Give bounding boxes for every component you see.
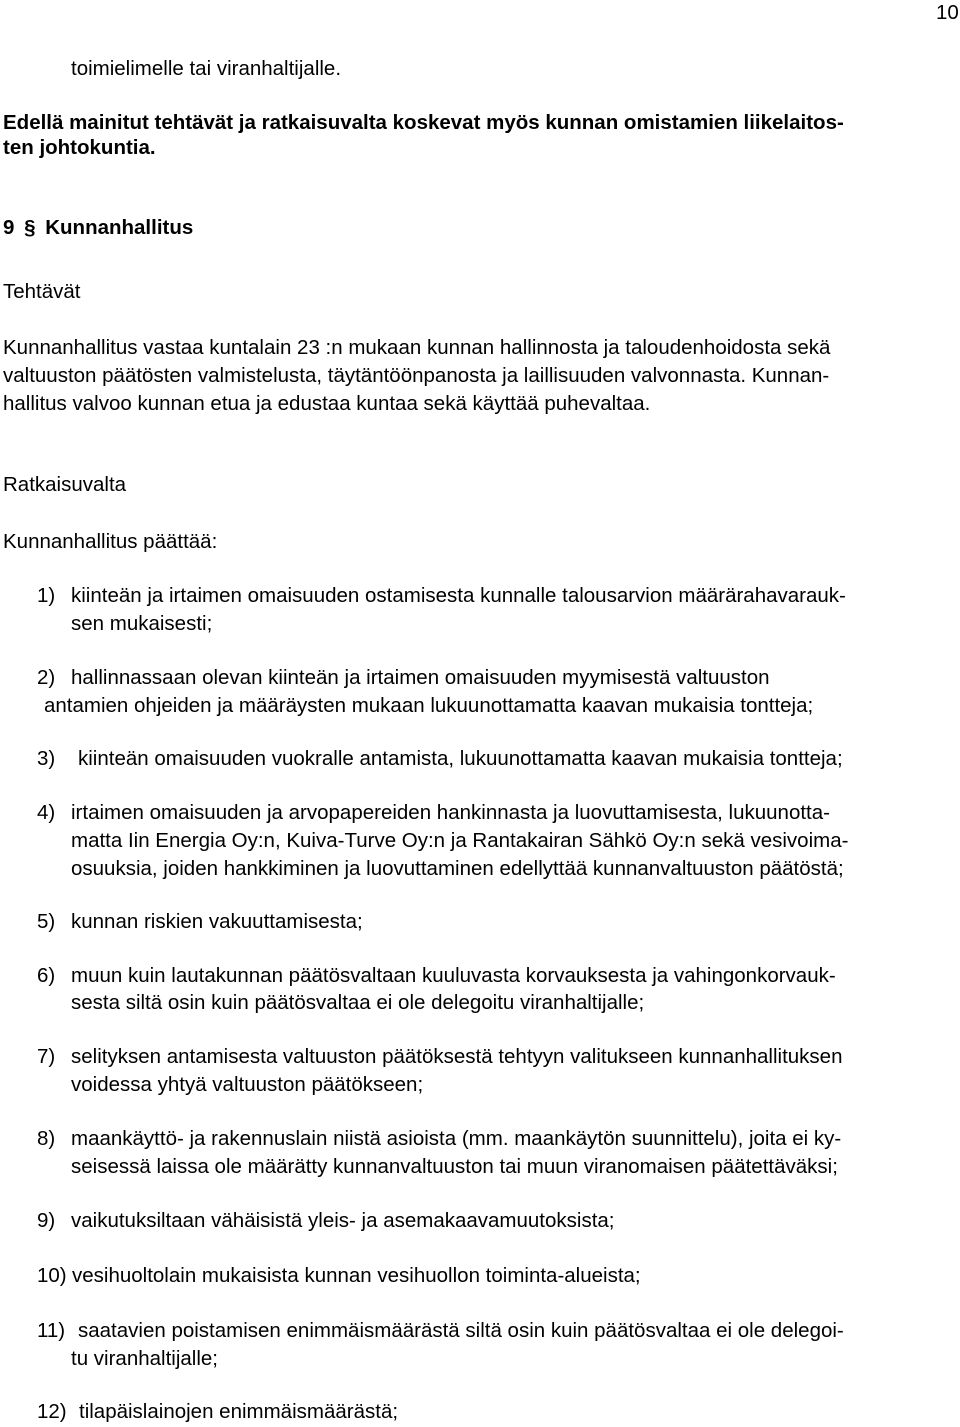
- list-item-line: irtaimen omaisuuden ja arvopapereiden hankinnasta ja luovuttamisesta, lukuunotta-: [71, 801, 830, 824]
- tasks-line-3: hallitus valvoo kunnan etua ja edustaa kuntaa sekä käyttää puhevaltaa.: [3, 392, 651, 415]
- list-item-number: 9): [37, 1209, 56, 1232]
- list-item-line: tilapäislainojen enimmäismäärästä;: [79, 1400, 399, 1423]
- list-item-number: 2): [37, 666, 56, 689]
- tasks-line-2: valtuuston päätösten valmistelusta, täytäntöönpanosta ja laillisuuden valvonnasta. Kunnan-: [3, 364, 830, 387]
- list-item-line: kiinteän omaisuuden vuokralle antamista, lukuunottamatta kaavan mukaisia tontteja;: [78, 747, 843, 770]
- bold-note-line-2: ten johtokuntia.: [3, 136, 156, 159]
- list-item-number: 8): [37, 1127, 56, 1150]
- list-item-line: antamien ohjeiden ja määräysten mukaan lukuunottamatta kaavan mukaisia tontteja;: [44, 694, 814, 717]
- list-item-line: muun kuin lautakunnan päätösvaltaan kuuluvasta korvauksesta ja vahingonkorvauk-: [71, 964, 836, 987]
- list-item-number: 10): [37, 1264, 67, 1287]
- list-item-line: hallinnassaan olevan kiinteän ja irtaimen omaisuuden myymisestä valtuuston: [71, 666, 770, 689]
- authority-intro: Kunnanhallitus päättää:: [3, 530, 218, 553]
- list-item-line: matta Iin Energia Oy:n, Kuiva-Turve Oy:n ja Rantakairan Sähkö Oy:n sekä vesivoima-: [71, 829, 849, 852]
- list-item-number: 7): [37, 1045, 56, 1068]
- list-item-number: 3): [37, 747, 56, 770]
- list-item-line: tu viranhaltijalle;: [71, 1347, 218, 1370]
- bold-note-line-1: Edellä mainitut tehtävät ja ratkaisuvalta koskevat myös kunnan omistamien liikelaitos-: [3, 111, 844, 134]
- list-item-line: kiinteän ja irtaimen omaisuuden ostamisesta kunnalle talousarvion määrärahavarauk-: [71, 584, 846, 607]
- authority-heading: Ratkaisuvalta: [3, 473, 127, 496]
- tasks-heading: Tehtävät: [3, 280, 81, 303]
- list-item-number: 12): [37, 1400, 67, 1423]
- list-item-line: vesihuoltolain mukaisista kunnan vesihuollon toiminta-alueista;: [72, 1264, 641, 1287]
- list-item-line: voidessa yhtyä valtuuston päätökseen;: [71, 1073, 424, 1096]
- list-item-line: sen mukaisesti;: [71, 612, 213, 635]
- tasks-line-1: Kunnanhallitus vastaa kuntalain 23 :n mukaan kunnan hallinnosta ja taloudenhoidosta sekä: [3, 336, 831, 359]
- list-item-number: 4): [37, 801, 56, 824]
- list-item-line: vaikutuksiltaan vähäisistä yleis- ja asemakaavamuutoksista;: [71, 1209, 615, 1232]
- section-symbol: §: [24, 216, 36, 239]
- list-item-number: 5): [37, 910, 56, 933]
- section-heading: [3, 216, 193, 240]
- list-item-line: maankäyttö- ja rakennuslain niistä asioista (mm. maankäytön suunnittelu), joita ei ky-: [71, 1127, 842, 1150]
- list-item-line: sesta siltä osin kuin päätösvaltaa ei ole delegoitu viranhaltijalle;: [71, 991, 645, 1014]
- section-number: 9: [3, 216, 15, 239]
- page-number: 10: [936, 1, 959, 24]
- list-item-line: kunnan riskien vakuuttamisesta;: [71, 910, 363, 933]
- list-item-number: 1): [37, 584, 56, 607]
- list-item-line: osuuksia, joiden hankkiminen ja luovuttaminen edellyttää kunnanvaltuuston päätöstä;: [71, 857, 844, 880]
- list-item-line: seisessä laissa ole määrätty kunnanvaltuuston tai muun viranomaisen päätettäväksi;: [71, 1155, 838, 1178]
- list-item-line: selityksen antamisesta valtuuston päätöksestä tehtyyn valitukseen kunnanhallituksen: [71, 1045, 843, 1068]
- section-title: Kunnanhallitus: [45, 216, 194, 239]
- intro-line: toimielimelle tai viranhaltijalle.: [71, 57, 342, 80]
- list-item-number: 11): [37, 1319, 66, 1342]
- list-item-line: saatavien poistamisen enimmäismäärästä siltä osin kuin päätösvaltaa ei ole delegoi-: [78, 1319, 844, 1342]
- list-item-number: 6): [37, 964, 56, 987]
